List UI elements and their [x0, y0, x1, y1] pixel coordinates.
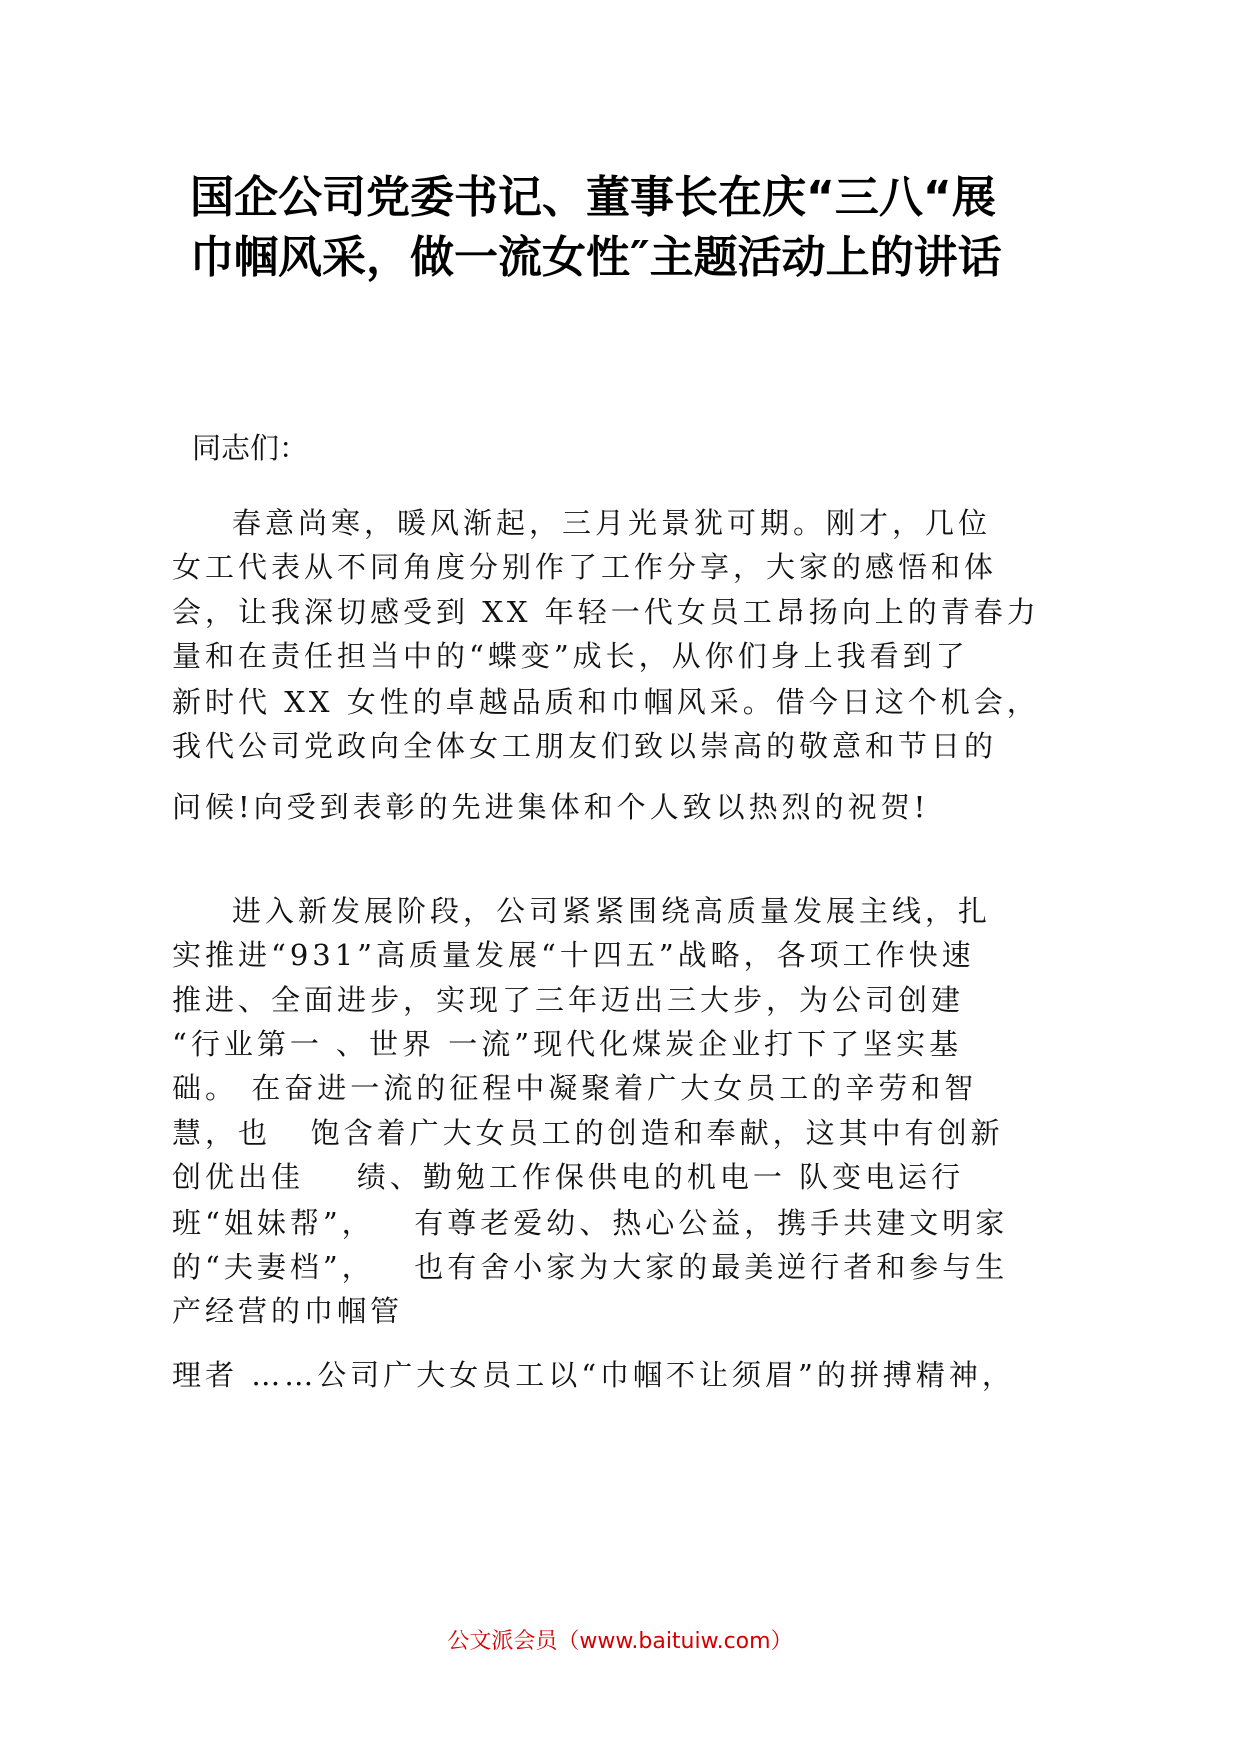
paragraph-line: 进入新发展阶段，公司紧紧围绕高质量发展主线，扎 — [232, 894, 992, 928]
document-title — [190, 168, 1070, 288]
paragraph-line: 量和在责任担当中的“蝶变”成长，从你们身上我看到了 — [172, 639, 969, 673]
paragraph-line: 实推进“931”高质量发展“十四五”战略，各项工作快速 — [172, 938, 975, 972]
paragraph-line: 慧，也 饱含着广大女员工的创造和奉献，这其中有创新 — [172, 1116, 1004, 1150]
paragraph-line: 推进、全面进步，实现了三年迈出三大步，为公司创建 — [172, 983, 965, 1017]
paragraph-line: 我代公司党政向全体女工朋友们致以崇高的敬意和节日的 — [172, 729, 998, 763]
paragraph-line: 问候!向受到表彰的先进集体和个人致以热烈的祝贺! — [172, 790, 930, 824]
paragraph-line: 会，让我深切感受到 XX 年轻一代女员工昂扬向上的青春力 — [172, 595, 1040, 629]
paragraph-line: 产经营的巾帼管 — [172, 1294, 404, 1328]
title-line: 巾帼风采，做一流女性″主题活动上的讲话 — [190, 232, 1002, 283]
paragraph-line: 理者 ……公司广大女员工以“巾帼不让须眉”的拼搏精神， — [172, 1358, 1015, 1392]
footer-watermark: 公文派会员（www.baituiw.com） — [447, 1629, 793, 1654]
paragraph-line: “行业第一 、世界 一流”现代化煤炭企业打下了坚实基 — [172, 1027, 963, 1061]
paragraph-line: 女工代表从不同角度分别作了工作分享，大家的感悟和体 — [172, 550, 998, 584]
paragraph-line: 础。 在奋进一流的征程中凝聚着广大女员工的辛劳和智 — [172, 1071, 978, 1105]
paragraph-line: 春意尚寒，暖风渐起，三月光景犹可期。刚才，几位 — [232, 506, 992, 540]
paragraph-line: 新时代 XX 女性的卓越品质和巾帼风采。借今日这个机会， — [172, 685, 1040, 719]
paragraph-line: 班“姐妹帮”， 有尊老爱幼、热心公益，携手共建文明家 — [172, 1206, 1009, 1240]
paragraph-line: 创优出佳 绩、勤勉工作保供电的机电一 队变电运行 — [172, 1160, 965, 1194]
salutation: 同志们： — [192, 431, 309, 465]
paragraph-line: 的“夫妻档”， 也有舍小家为大家的最美逆行者和参与生 — [172, 1250, 1009, 1284]
title-line: 国企公司党委书记、董事长在庆“三八“展 — [190, 172, 996, 223]
